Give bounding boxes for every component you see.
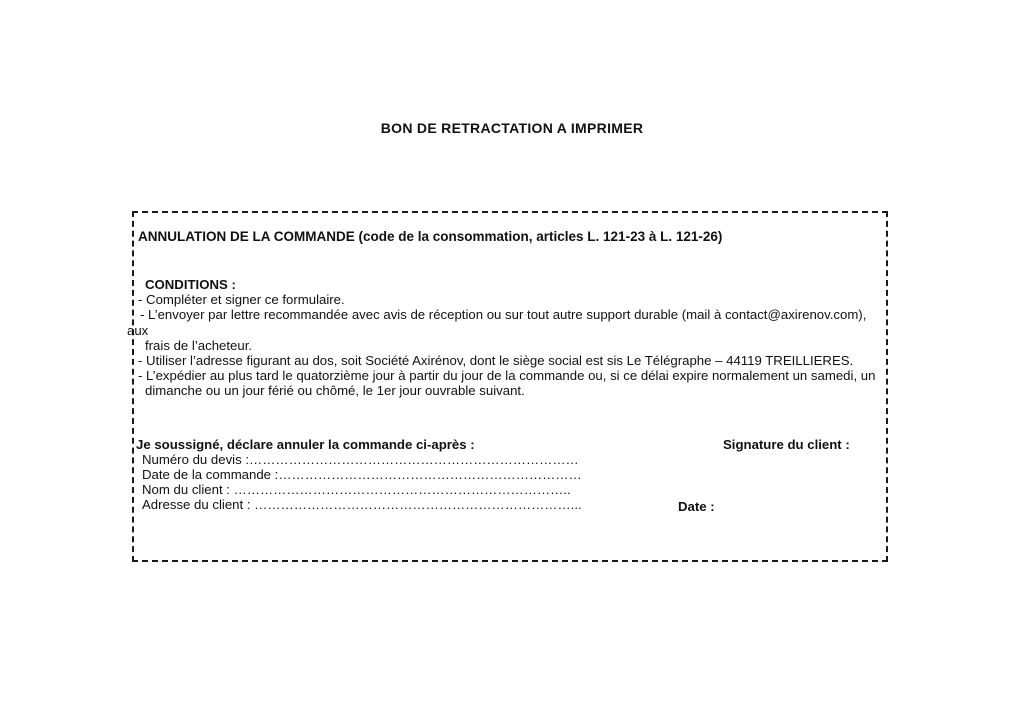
conditions-title: CONDITIONS : (145, 277, 236, 292)
condition-line-deadline-wrap: dimanche ou un jour férié ou chômé, le 1er jour ouvrable suivant. (145, 383, 525, 399)
declaration-intro: Je soussigné, déclare annuler la commande ci-après : (136, 437, 475, 452)
field-client-name: Nom du client : ………………………………………………………………….. (142, 482, 571, 498)
condition-line-send-wrap: aux (127, 322, 149, 338)
field-order-date: Date de la commande :…………………………………………………………… (142, 467, 582, 483)
declaration-fields (142, 452, 762, 512)
form-box-heading: ANNULATION DE LA COMMANDE (code de la consommation, articles L. 121-23 à L. 121-26) (138, 229, 723, 244)
retraction-form-box (127, 211, 888, 562)
date-label: Date : (678, 499, 715, 514)
condition-line-send: - L’envoyer par lettre recommandée avec avis de réception ou sur tout autre support durable (mail à contact@axirenov.com), (140, 307, 867, 323)
condition-line-address: - Utiliser l’adresse figurant au dos, soit Société Axirénov, dont le siège social est sis Le Télégraphe – 44119 TREILLIERES. (138, 353, 854, 369)
field-quote-number: Numéro du devis :………………………………………………………………… (142, 452, 579, 467)
signature-label: Signature du client : (723, 437, 850, 452)
conditions-section (127, 277, 898, 399)
field-client-address: Adresse du client : ………………………………………………………………... (142, 497, 582, 513)
condition-line-deadline: - L’expédier au plus tard le quatorzième jour à partir du jour de la commande ou, si ce délai expire normalement un samedi, un (138, 368, 876, 384)
page-title: BON DE RETRACTATION A IMPRIMER (380, 120, 644, 136)
condition-line-send-cost: frais de l’acheteur. (145, 337, 253, 353)
condition-line-complete: - Compléter et signer ce formulaire. (138, 292, 345, 308)
